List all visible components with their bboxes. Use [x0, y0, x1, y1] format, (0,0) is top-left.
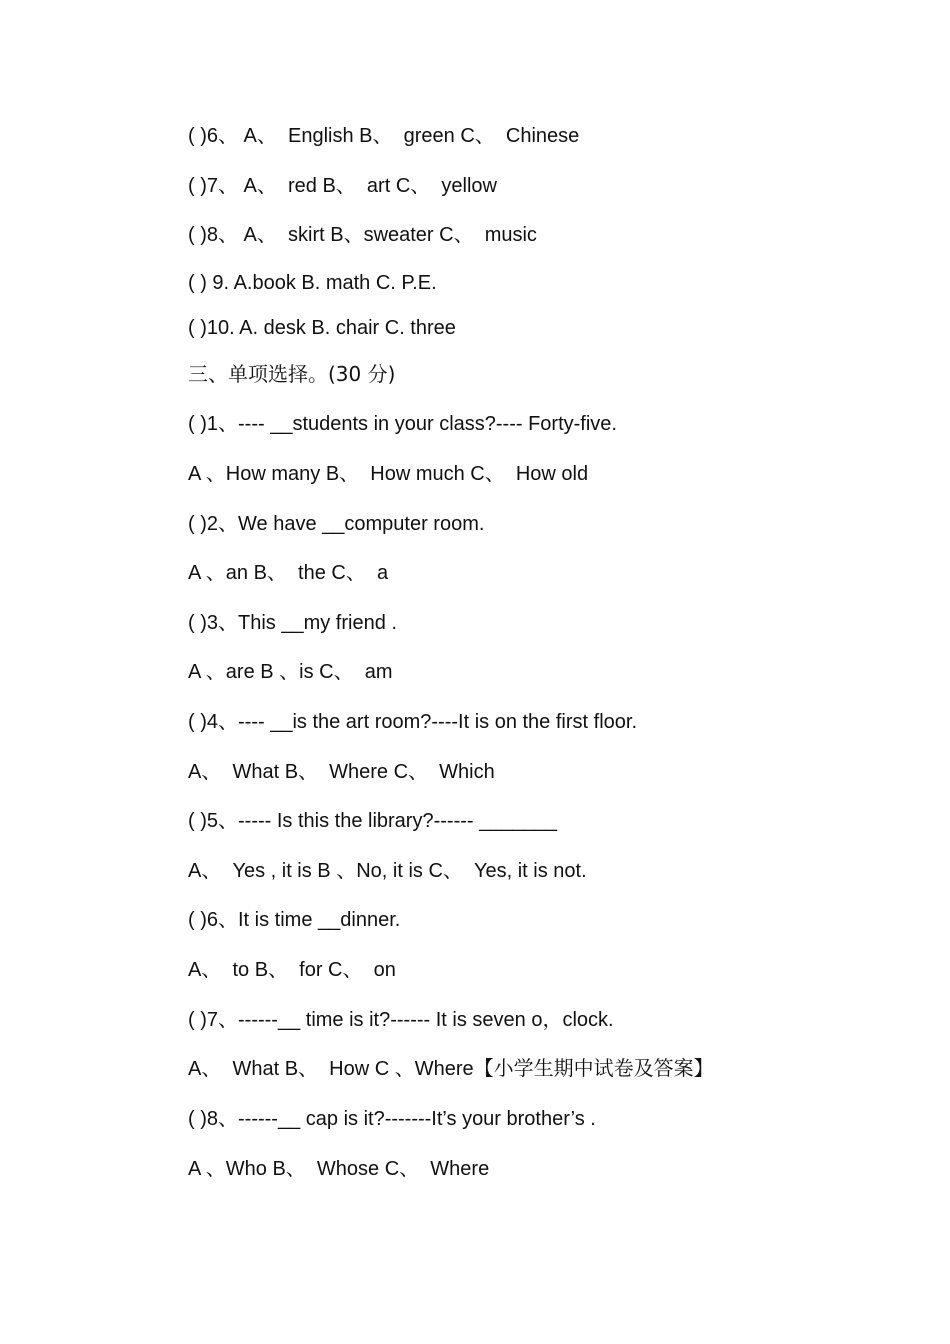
question-4-text: ( )4、---- __is the art room?----It is on the first floor.: [188, 711, 637, 733]
question-5-options: A、 Yes , it is B 、No, it is C、 Yes, it is not.: [188, 860, 587, 882]
question-6-text: ( )6、It is time __dinner.: [188, 909, 401, 931]
question-7-vocab: ( )7、 A、 red B、 art C、 yellow: [188, 175, 497, 197]
question-9-vocab: ( ) 9. A.book B. math C. P.E.: [188, 272, 437, 294]
question-6-vocab: ( )6、 A、 English B、 green C、 Chinese: [188, 125, 580, 147]
question-4-options: A、 What B、 Where C、 Which: [188, 761, 495, 783]
question-3-options: A 、are B 、is C、 am: [188, 661, 393, 683]
question-6-options: A、 to B、 for C、 on: [188, 959, 396, 981]
section-heading-single-choice: 三、单项选择。(30 分): [188, 362, 396, 386]
question-8-vocab: ( )8、 A、 skirt B、sweater C、 music: [188, 224, 537, 246]
question-7-options: A、 What B、 How C 、Where【小学生期中试卷及答案】: [188, 1058, 714, 1080]
question-10-vocab: ( )10. A. desk B. chair C. three: [188, 317, 456, 339]
question-2-options: A 、an B、 the C、 a: [188, 562, 389, 584]
question-7-text: ( )7、------__ time is it?------ It is seven o，clock.: [188, 1009, 614, 1031]
question-8-text: ( )8、------__ cap is it?-------It’s your brother’s .: [188, 1108, 596, 1130]
question-2-text: ( )2、We have __computer room.: [188, 513, 485, 535]
question-1-text: ( )1、---- __students in your class?---- Forty-five.: [188, 413, 617, 435]
question-8-options: A 、Who B、 Whose C、 Where: [188, 1158, 490, 1180]
question-3-text: ( )3、This __my friend .: [188, 612, 397, 634]
question-5-text: ( )5、----- Is this the library?------ _______: [188, 810, 557, 832]
question-1-options: A 、How many B、 How much C、 How old: [188, 463, 589, 485]
